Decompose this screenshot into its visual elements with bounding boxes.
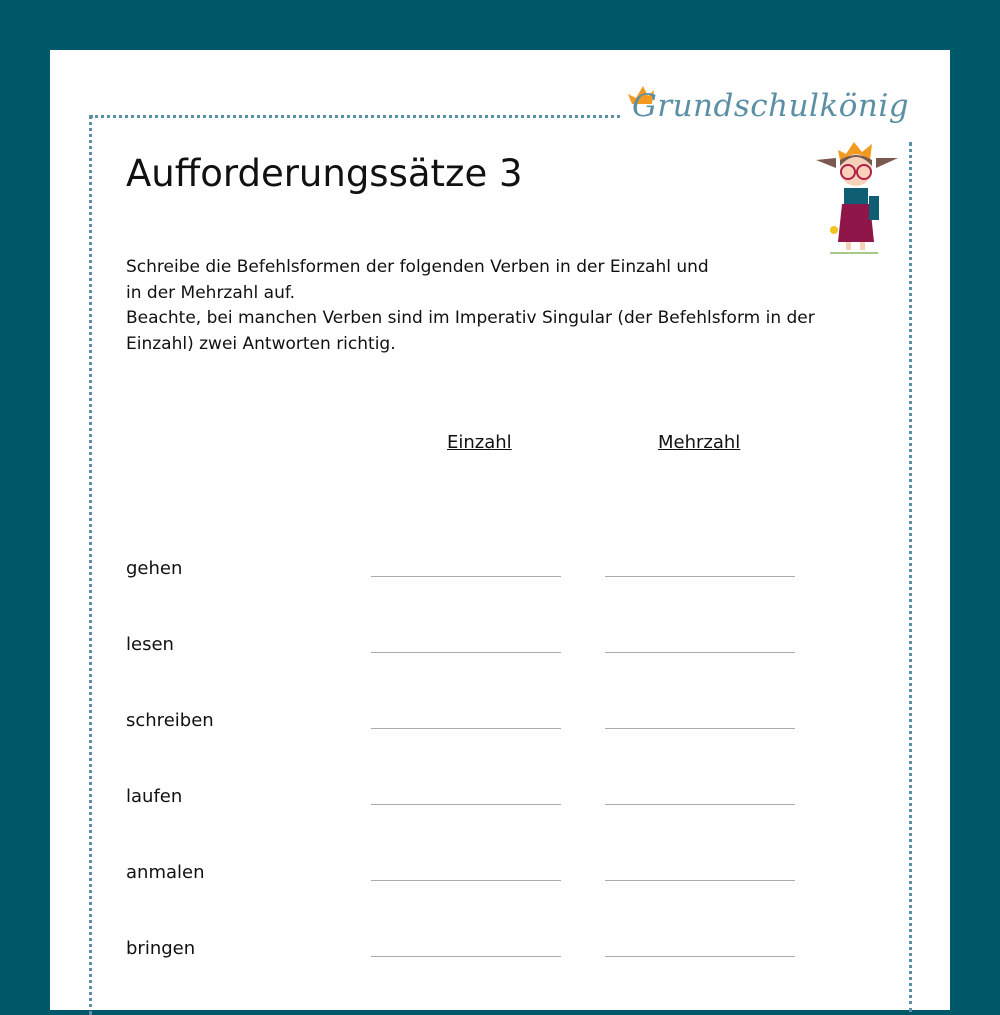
answer-line-einzahl[interactable] xyxy=(371,804,561,805)
instruction-line: in der Mehrzahl auf. xyxy=(126,282,296,303)
column-header-einzahl: Einzahl xyxy=(447,432,512,453)
verb-label: laufen xyxy=(126,786,183,807)
instruction-line: Einzahl) zwei Antworten richtig. xyxy=(126,333,396,354)
answer-line-einzahl[interactable] xyxy=(371,956,561,957)
brand-logo: Grundschulkönig xyxy=(632,88,910,124)
verb-label: anmalen xyxy=(126,862,205,883)
instruction-line: Beachte, bei manchen Verben sind im Imperativ Singular (der Befehlsform in der xyxy=(126,308,815,328)
answer-line-einzahl[interactable] xyxy=(371,576,561,577)
verb-label: bringen xyxy=(126,938,196,959)
answer-line-mehrzahl[interactable] xyxy=(605,804,795,805)
girl-mascot-icon xyxy=(812,138,902,256)
answer-line-mehrzahl[interactable] xyxy=(605,728,795,729)
dotted-border-left xyxy=(89,115,92,1015)
answer-line-mehrzahl[interactable] xyxy=(605,956,795,957)
answer-line-einzahl[interactable] xyxy=(371,728,561,729)
dotted-border-right xyxy=(909,142,912,1012)
verb-label: lesen xyxy=(126,634,174,655)
instructions xyxy=(126,255,856,357)
instruction-line: Schreibe die Befehlsformen der folgenden Verben in der Einzahl und xyxy=(126,257,709,277)
dotted-border-top xyxy=(90,115,620,118)
verb-label: gehen xyxy=(126,558,183,579)
answer-line-mehrzahl[interactable] xyxy=(605,880,795,881)
answer-line-mehrzahl[interactable] xyxy=(605,652,795,653)
answer-line-einzahl[interactable] xyxy=(371,880,561,881)
column-header-mehrzahl: Mehrzahl xyxy=(658,432,741,453)
answer-line-einzahl[interactable] xyxy=(371,652,561,653)
verb-label: schreiben xyxy=(126,710,214,731)
answer-line-mehrzahl[interactable] xyxy=(605,576,795,577)
page-title: Aufforderungssätze 3 xyxy=(126,152,523,195)
